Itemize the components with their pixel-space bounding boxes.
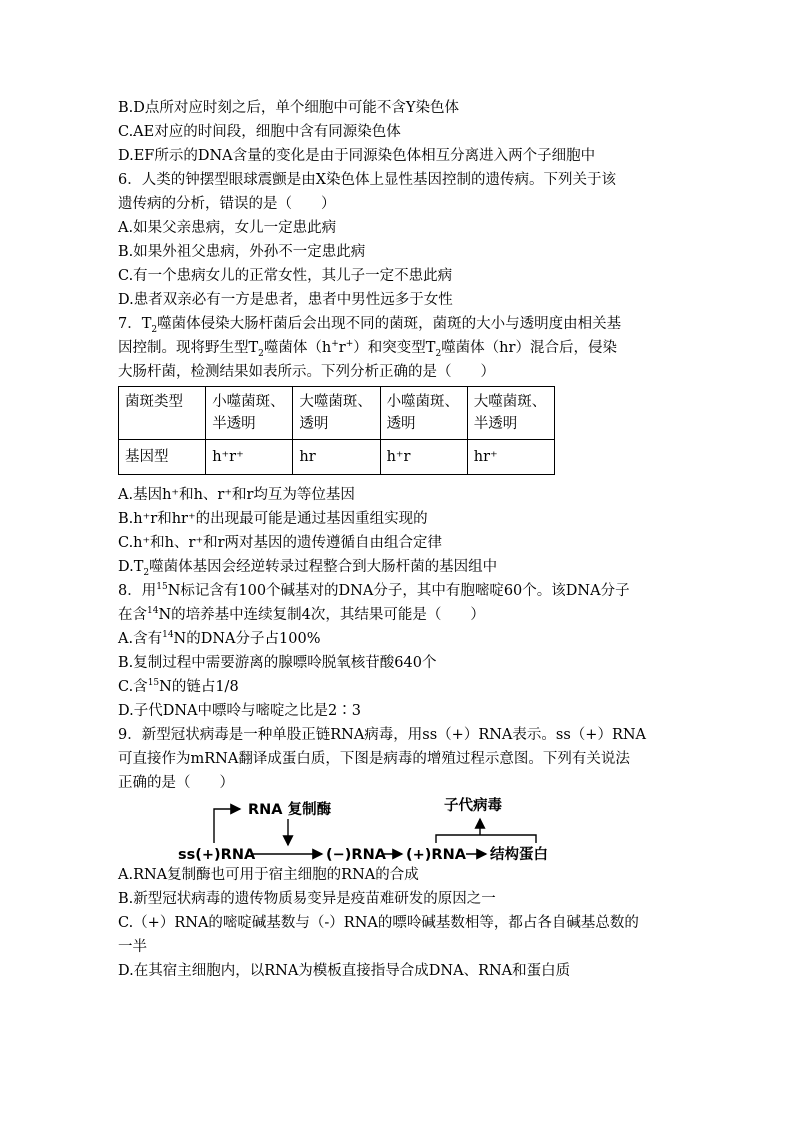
q9-stem-line2: 可直接作为mRNA翻译成蛋白质，下图是病毒的增殖过程示意图。下列有关说法 [118,751,630,767]
label-structural-protein: 结构蛋白 [490,847,548,863]
phage-genotype-table [118,386,555,475]
label-ss-plus-rna: ss(+)RNA [178,847,256,863]
q5-option-b: B.D点所对应时刻之后，单个细胞中可能不含Y染色体 [118,100,459,116]
q9-option-c-line1: C.（+）RNA的嘧啶碱基数与（-）RNA的嘌呤碱基数相等，都占各自碱基总数的 [118,915,639,931]
q5-option-d: D.EF所示的DNA含量的变化是由于同源染色体相互分离进入两个子细胞中 [118,148,596,164]
table-row-label: 基因型 [119,440,206,475]
q9-stem-line1: 9．新型冠状病毒是一种单股正链RNA病毒，用ss（+）RNA表示。ss（+）RNA [118,727,647,743]
table-header-cell: 菌斑类型 [119,387,206,440]
exam-page [118,96,678,983]
table-header-cell: 大噬菌斑、半透明 [467,387,554,440]
label-rna-replicase: RNA 复制酶 [248,802,332,818]
table-row [119,440,555,475]
q6-option-b: B.如果外祖父患病，外孙不一定患此病 [118,244,366,260]
table-header-cell: 大噬菌斑、透明 [293,387,380,440]
q8-option-a: A.含有$^{14}$N的DNA分子占100% [118,630,321,647]
q7-stem-line2: 因控制。现将野生型$T_2$噬菌体（h+r+）和突变型$T_2$噬菌体（hr）混合后，侵染 [118,339,617,359]
q8-stem-line2: 在含$^{14}$N的培养基中连续复制4次，其结果可能是（ ） [118,606,485,623]
table-cell: hr⁺ [467,440,554,475]
q7-option-d: $D.T_2$噬菌体基因会经逆转录过程整合到大肠杆菌的基因组中 [118,559,498,578]
q9-option-c-line2: 一半 [118,939,147,955]
q6-stem-line2: 遗传病的分析，错误的是（ ） [118,196,336,212]
table-cell: hr [293,440,380,475]
q7-option-b: B.h⁺r和hr⁺的出现最可能是通过基因重组实现的 [118,511,428,527]
table-cell: h⁺r [380,440,467,475]
q7-option-a: A.基因h⁺和h、r⁺和r均互为等位基因 [118,487,355,503]
q6-option-c: C.有一个患病女儿的正常女性，其儿子一定不患此病 [118,268,453,284]
q6-option-a: A.如果父亲患病，女儿一定患此病 [118,220,337,236]
q5-option-c: C.AE对应的时间段，细胞中含有同源染色体 [118,124,401,140]
table-header-cell: 小噬菌斑、透明 [380,387,467,440]
replication-flow-svg [118,795,678,863]
virus-replication-diagram [118,795,678,863]
q8-option-c: C.含$^{15}$N的链占1/8 [118,678,239,695]
q9-option-a: A.RNA复制酶也可用于宿主细胞的RNA的合成 [118,867,419,883]
q7-stem-line1: 7．$T_2$噬菌体侵染大肠杆菌后会出现不同的菌斑，菌斑的大小与透明度由相关基 [118,316,622,335]
label-minus-rna: (−)RNA [326,847,386,863]
q9-stem-line3: 正确的是（ ） [118,775,234,791]
label-plus-rna: (+)RNA [406,847,466,863]
q8-stem-line1: 8．用$^{15}$N标记含有100个碱基对的DNA分子，其中有胞嘧啶60个。该DNA分子 [118,582,630,599]
q7-option-c: C.h⁺和h、r⁺和r两对基因的遗传遵循自由组合定律 [118,535,443,551]
q9-option-d: D.在其宿主细胞内，以RNA为模板直接指导合成DNA、RNA和蛋白质 [118,963,571,979]
table-row [119,387,555,440]
q6-stem-line1: 6．人类的钟摆型眼球震颤是由X染色体上显性基因控制的遗传病。下列关于该 [118,172,617,188]
q6-option-d: D.患者双亲必有一方是患者，患者中男性远多于女性 [118,292,453,308]
q9-option-b: B.新型冠状病毒的遗传物质易变异是疫苗难研发的原因之一 [118,891,496,907]
q8-option-b: B.复制过程中需要游离的腺嘌呤脱氧核苷酸640个 [118,655,437,671]
q7-stem-line3: 大肠杆菌，检测结果如表所示。下列分析正确的是（ ） [118,364,495,380]
arrow-to-replicase [214,809,240,843]
table-cell: h⁺r⁺ [206,440,293,475]
bracket-assembly [436,835,536,843]
table-header-cell: 小噬菌斑、半透明 [206,387,293,440]
q8-option-d: D.子代DNA中嘌呤与嘧啶之比是2∶3 [118,703,361,719]
label-offspring-virus: 子代病毒 [444,798,502,814]
